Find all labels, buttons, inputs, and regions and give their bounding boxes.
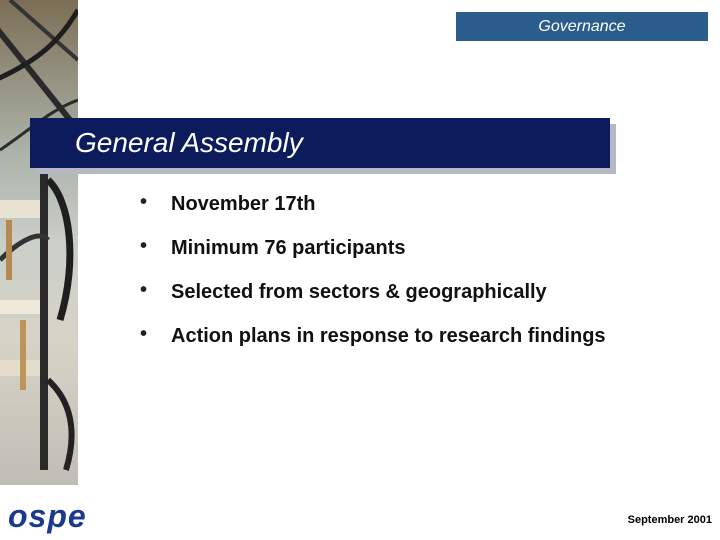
bullet-dot-icon: • <box>140 279 148 301</box>
bullet-dot-icon: • <box>140 191 148 213</box>
bullet-dot-icon: • <box>140 235 148 257</box>
bullet-dot-icon: • <box>140 323 148 345</box>
bullet-text: November 17th <box>171 193 316 215</box>
list-item <box>138 190 658 218</box>
bullet-text: Minimum 76 participants <box>171 237 406 259</box>
list-item <box>138 234 658 262</box>
list-item <box>138 278 658 306</box>
slide-title: General Assembly <box>75 127 303 158</box>
bullet-list <box>138 190 658 366</box>
ospe-logo: ospe <box>8 498 87 534</box>
list-item <box>138 322 611 350</box>
section-label: Governance <box>456 12 708 41</box>
decorative-photo <box>0 0 78 485</box>
footer-date: September 2001 <box>627 514 712 526</box>
bullet-text: Selected from sectors & geographically <box>171 281 547 303</box>
bullet-text: Action plans in response to research findings <box>171 325 606 347</box>
